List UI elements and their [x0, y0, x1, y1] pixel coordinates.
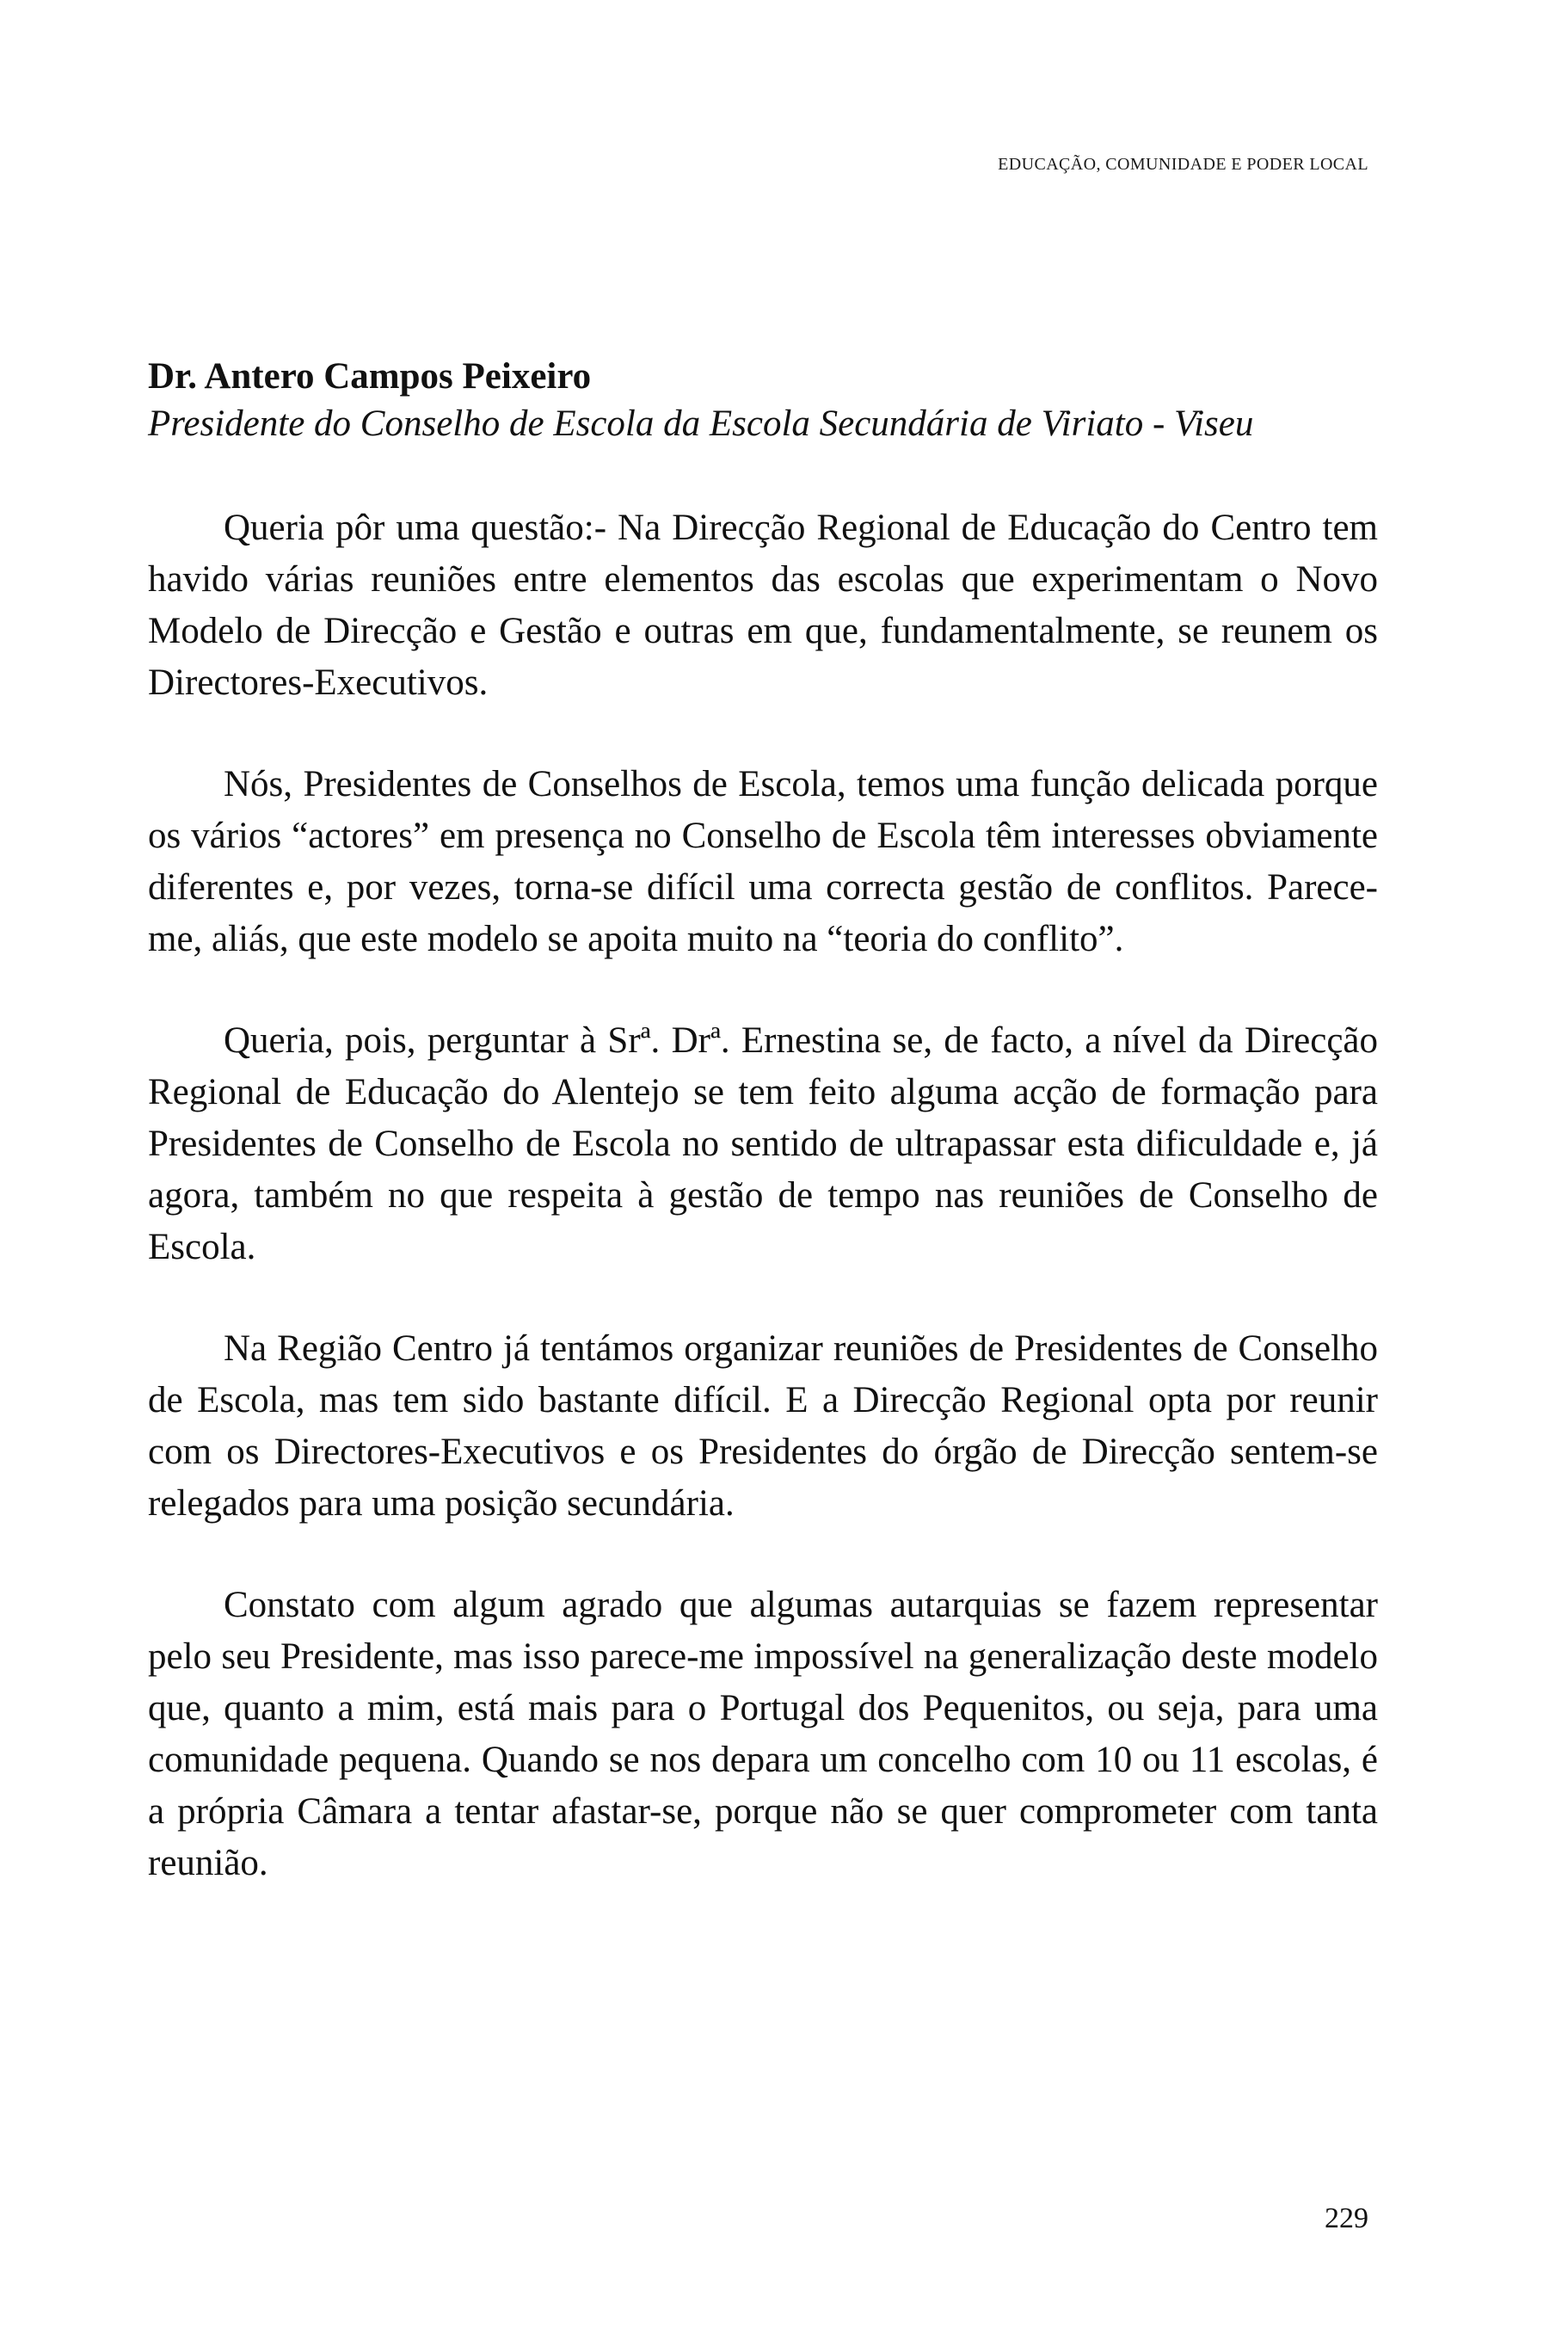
speaker-role: Presidente do Conselho de Escola da Escola Secundária de Viriato - Viseu — [148, 404, 1254, 444]
body-text — [148, 502, 1378, 1889]
paragraph: Queria pôr uma questão:- Na Direcção Regional de Educação do Centro tem havido várias reuniões entre elementos das escolas que experimentam o Novo Modelo de Direcção e Gestão e outras em que, fundamentalmente, se reunem os Directores-Executivos. — [148, 508, 1378, 703]
paragraph: Na Região Centro já tentámos organizar reuniões de Presidentes de Conselho de Escola, mas tem sido bastante difícil. E a Direcção Regional opta por reunir com os Directores-Executivos e os Presidentes do órgão de Direcção sentem-se relegados para uma posição secundária. — [148, 1328, 1378, 1524]
speaker-name: Dr. Antero Campos Peixeiro — [148, 356, 592, 397]
paragraph: Constato com algum agrado que algumas autarquias se fazem representar pelo seu Presidente, mas isso parece-me impossível na generalização deste modelo que, quanto a mim, está mais para o Portugal dos Pequenitos, ou seja, para uma comunidade pequena. Quando se nos depara um concelho com 10 ou 11 escolas, é a própria Câmara a tentar afastar-se, porque não se quer comprometer com tanta reunião. — [148, 1585, 1378, 1883]
paragraph: Nós, Presidentes de Conselhos de Escola, temos uma função delicada porque os vários “actores” em presença no Conselho de Escola têm interesses obviamente diferentes e, por vezes, torna-se difícil uma correcta gestão de conflitos. Parece-me, aliás, que este modelo se apoita muito na “teoria do conflito”. — [148, 764, 1378, 959]
page-content — [148, 354, 1378, 1939]
page-number: 229 — [1325, 2202, 1368, 2234]
paragraph: Queria, pois, perguntar à Srª. Drª. Ernestina se, de facto, a nível da Direcção Regional de Educação do Alentejo se tem feito alguma acção de formação para Presidentes de Conselho de Escola no sentido de ultrapassar esta dificuldade e, já agora, também no que respeita à gestão de tempo nas reuniões de Conselho de Escola. — [148, 1020, 1378, 1267]
running-head: EDUCAÇÃO, COMUNIDADE E PODER LOCAL — [998, 155, 1368, 174]
